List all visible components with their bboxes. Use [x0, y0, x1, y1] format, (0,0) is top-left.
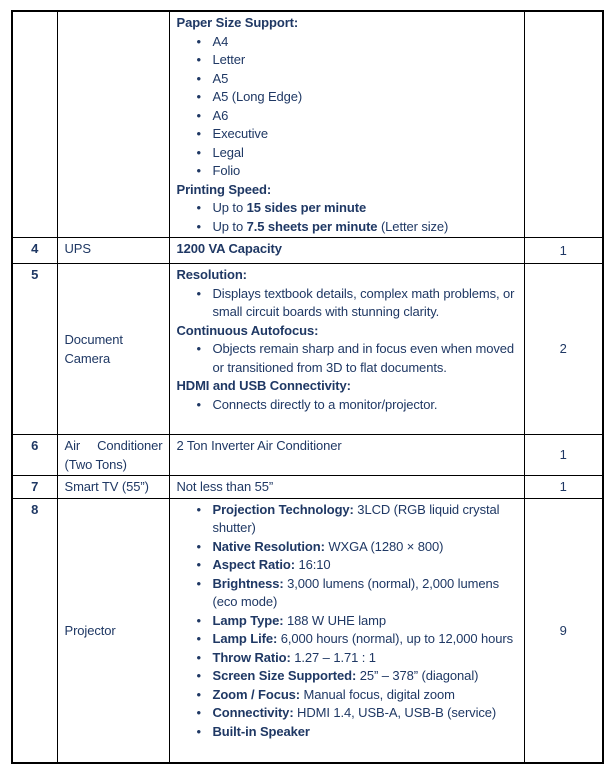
- spec-text-line: [177, 478, 520, 497]
- spec-text-segment: 7.5 sheets per minute: [246, 218, 378, 234]
- spec-bullet-line: [177, 501, 520, 538]
- spec-text-segment: 3,000 lumens (normal), 2,000 lumens (eco mode): [212, 575, 499, 609]
- spec-text-line: [177, 437, 520, 456]
- spec-text-segment: Zoom / Focus:: [212, 686, 301, 702]
- spec-bullet-line: [177, 70, 520, 89]
- spec-heading-line: [177, 377, 520, 396]
- spec-bullet-line: [177, 630, 520, 649]
- spec-text-segment: Projection Technology:: [212, 501, 354, 517]
- spec-bullet-line: [177, 396, 520, 415]
- spec-text-segment: Up to: [212, 200, 247, 215]
- spec-text-segment: 3LCD (RGB liquid crystal shutter): [212, 501, 500, 535]
- spec-bullet-line: [177, 51, 520, 70]
- spec-bullet-line: [177, 649, 520, 668]
- spec-text-segment: A4: [212, 33, 229, 49]
- item-name-cell: Air Conditioner (Two Tons): [57, 435, 169, 476]
- spec-text-segment: Executive: [212, 126, 268, 141]
- spec-bullet-line: [177, 199, 520, 218]
- item-name-cell: UPS: [57, 238, 169, 264]
- spec-bullet-line: [177, 723, 520, 742]
- table-row: [12, 11, 603, 238]
- spec-text-segment: 2 Ton Inverter Air Conditioner: [176, 438, 342, 453]
- spec-text-segment: Lamp Life:: [212, 631, 278, 646]
- spec-heading-line: [177, 181, 520, 200]
- spec-text-segment: Screen Size Supported:: [212, 668, 357, 683]
- spec-text-segment: Letter: [212, 52, 246, 67]
- spec-bullet-line: [177, 218, 520, 237]
- item-name-cell: Document Camera: [57, 264, 169, 435]
- spec-bullet-line: [177, 285, 520, 322]
- specifications-cell: [169, 476, 524, 499]
- spec-text-segment: 16:10: [295, 557, 331, 572]
- spec-bullet-line: [177, 107, 520, 126]
- spec-text-segment: (Letter size): [377, 218, 449, 234]
- item-name-cell: Projector: [57, 498, 169, 763]
- spec-table-body: [12, 11, 603, 763]
- spec-text-segment: 25” – 378” (diagonal): [356, 668, 479, 683]
- spec-bullet-line: [177, 704, 520, 723]
- spec-text-segment: 6,000 hours (normal), up to 12,000 hours: [277, 631, 514, 646]
- specifications-cell: [169, 11, 524, 238]
- spec-text-segment: Aspect Ratio:: [212, 557, 295, 572]
- document-page: [0, 10, 616, 781]
- spec-text-segment: Resolution:: [176, 267, 247, 282]
- specifications-cell: [169, 498, 524, 763]
- spec-text-segment: 1.27 – 1.71 : 1: [290, 649, 376, 665]
- table-row: [12, 435, 603, 476]
- table-row: [12, 264, 603, 435]
- spec-text-segment: A6: [212, 107, 229, 123]
- spec-heading-line: [177, 322, 520, 341]
- spec-text-segment: Up to: [212, 218, 247, 234]
- spec-text-segment: Displays textbook details, complex math problems, or small circuit boards with stunning clarity.: [212, 285, 515, 319]
- specifications-table: [11, 10, 604, 764]
- spec-text-segment: A5 (Long Edge): [212, 89, 303, 104]
- spec-text-segment: Brightness:: [212, 575, 284, 591]
- spec-text-segment: Legal: [212, 144, 244, 160]
- spec-bullet-line: [177, 612, 520, 631]
- item-number-cell: 7: [12, 476, 57, 499]
- item-number-cell: 6: [12, 435, 57, 476]
- spec-bullet-line: [177, 144, 520, 163]
- spec-text-segment: 188 W UHE lamp: [283, 612, 387, 628]
- spec-heading-line: [177, 266, 520, 285]
- spec-text-segment: Native Resolution:: [212, 538, 325, 554]
- table-row: [12, 476, 603, 499]
- spec-bullet-line: [177, 162, 520, 181]
- spec-text-segment: Printing Speed:: [176, 181, 272, 197]
- quantity-cell: [524, 11, 603, 238]
- item-number-cell: 5: [12, 264, 57, 435]
- table-row: [12, 238, 603, 264]
- spec-text-segment: Not less than 55”: [176, 479, 274, 494]
- spec-heading-line: [177, 14, 520, 33]
- spec-text-segment: Manual focus, digital zoom: [300, 686, 455, 702]
- spec-text-segment: Lamp Type:: [212, 612, 284, 628]
- spec-text-segment: HDMI 1.4, USB-A, USB-B (service): [293, 705, 497, 720]
- spec-text-segment: Folio: [212, 163, 241, 178]
- quantity-cell: 2: [524, 264, 603, 435]
- spec-text-segment: A5: [212, 70, 229, 86]
- item-number-cell: [12, 11, 57, 238]
- spec-text-segment: 15 sides per minute: [246, 200, 367, 215]
- spec-bullet-line: [177, 125, 520, 144]
- spec-text-line: [177, 240, 520, 259]
- quantity-cell: 1: [524, 238, 603, 264]
- spec-bullet-line: [177, 686, 520, 705]
- item-number-cell: 8: [12, 498, 57, 763]
- spec-text-segment: Connectivity:: [212, 705, 294, 720]
- spec-text-segment: WXGA (1280 × 800): [324, 538, 444, 554]
- spec-text-segment: HDMI and USB Connectivity:: [176, 378, 351, 393]
- spec-bullet-line: [177, 33, 520, 52]
- specifications-cell: [169, 435, 524, 476]
- spec-bullet-line: [177, 667, 520, 686]
- spec-text-segment: 1200 VA Capacity: [176, 241, 282, 256]
- spec-text-segment: Objects remain sharp and in focus even when moved or transitioned from 3D to flat documents.: [212, 341, 514, 375]
- spec-bullet-line: [177, 556, 520, 575]
- item-number-cell: 4: [12, 238, 57, 264]
- quantity-cell: 9: [524, 498, 603, 763]
- quantity-cell: 1: [524, 435, 603, 476]
- spec-bullet-line: [177, 538, 520, 557]
- spec-bullet-line: [177, 88, 520, 107]
- spec-text-segment: Built-in Speaker: [212, 723, 310, 739]
- item-name-cell: [57, 11, 169, 238]
- spec-bullet-line: [177, 575, 520, 612]
- spec-text-segment: Continuous Autofocus:: [176, 322, 319, 338]
- specifications-cell: [169, 238, 524, 264]
- spec-bullet-line: [177, 340, 520, 377]
- table-row: [12, 498, 603, 763]
- specifications-cell: [169, 264, 524, 435]
- quantity-cell: 1: [524, 476, 603, 499]
- item-name-cell: Smart TV (55”): [57, 476, 169, 499]
- spec-text-segment: Paper Size Support:: [176, 15, 299, 30]
- spec-text-segment: Connects directly to a monitor/projector.: [212, 396, 438, 412]
- spec-text-segment: Throw Ratio:: [212, 649, 291, 665]
